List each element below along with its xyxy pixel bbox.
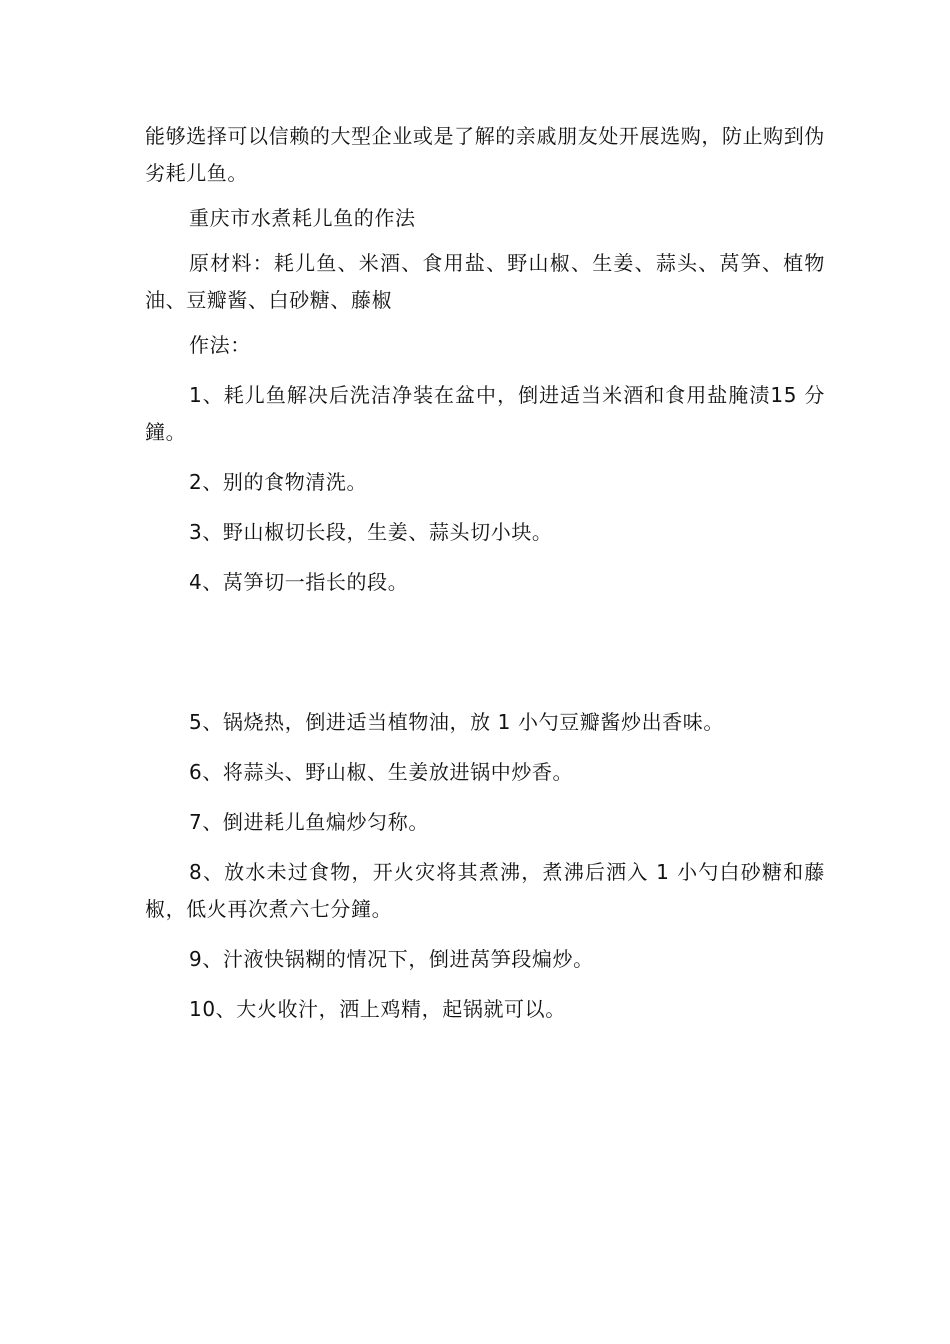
ingredients-paragraph: 原材料：耗儿鱼、米酒、食用盐、野山椒、生姜、蒜头、莴笋、植物油、豆瓣酱、白砂糖、藤椒 xyxy=(145,251,825,312)
step-1: 1、耗儿鱼解决后洗洁净装在盆中，倒进适当米酒和食用盐腌渍15 分鐘。 xyxy=(145,383,825,444)
step-8: 8、放水未过食物，开火灾将其煮沸，煮沸后洒入 1 小勺白砂糖和藤椒，低火再次煮六七分鐘。 xyxy=(145,860,825,921)
step-6: 6、将蒜头、野山椒、生姜放进锅中炒香。 xyxy=(189,760,574,784)
step-10: 10、大火收汁，洒上鸡精，起锅就可以。 xyxy=(189,997,566,1021)
step-7: 7、倒进耗儿鱼煸炒匀称。 xyxy=(189,810,429,834)
step-4: 4、莴笋切一指长的段。 xyxy=(189,570,409,594)
step-2: 2、别的食物清洗。 xyxy=(189,470,368,494)
method-heading: 作法： xyxy=(189,333,251,357)
recipe-title: 重庆市水煮耗儿鱼的作法 xyxy=(189,206,416,230)
step-3: 3、野山椒切长段，生姜、蒜头切小块。 xyxy=(189,520,553,544)
document-body xyxy=(145,118,825,1028)
paragraph-purchase-advice: 能够选择可以信赖的大型企业或是了解的亲戚朋友处开展选购，防止购到伪劣耗儿鱼。 xyxy=(145,124,825,185)
step-5: 5、锅烧热，倒进适当植物油，放 1 小勺豆瓣酱炒出香味。 xyxy=(189,710,724,734)
step-9: 9、汁液快锅糊的情况下，倒进莴笋段煸炒。 xyxy=(189,947,594,971)
